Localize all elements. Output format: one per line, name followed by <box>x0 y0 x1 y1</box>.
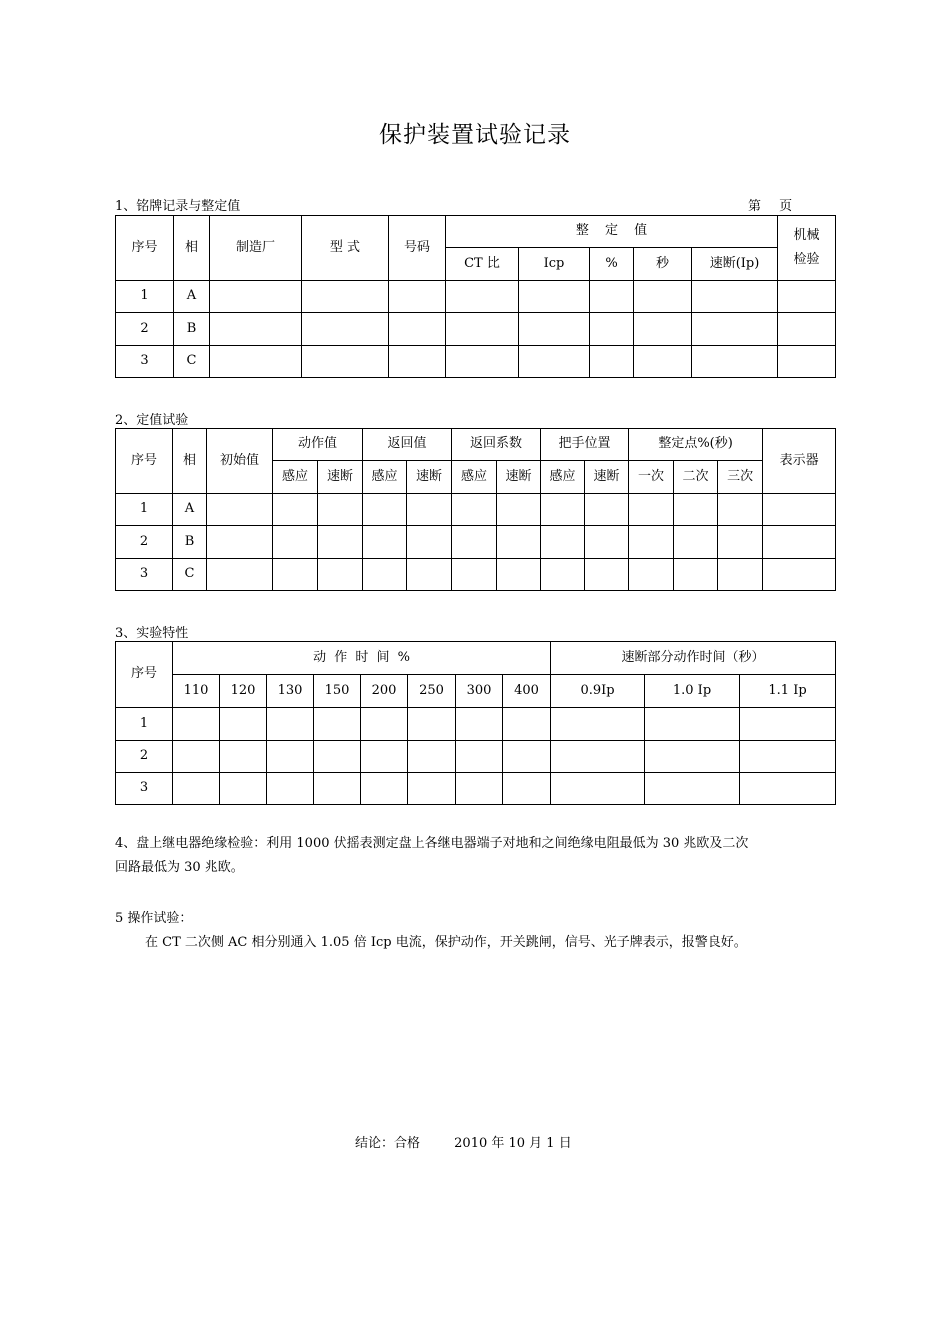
row-phase: C <box>173 559 207 591</box>
cell[interactable] <box>361 708 408 741</box>
row-phase: B <box>174 313 210 346</box>
cell[interactable] <box>314 741 361 773</box>
cell[interactable] <box>273 559 318 591</box>
header-instant-ip: 速断(Ip) <box>692 248 778 281</box>
cell[interactable] <box>273 494 318 526</box>
cell-maker[interactable] <box>210 313 302 346</box>
page-number-marker: 第 页 <box>748 199 793 214</box>
subheader-induction: 感应 <box>541 461 585 494</box>
row-seq: 2 <box>116 741 173 773</box>
cell[interactable] <box>407 526 452 559</box>
header-number: 号码 <box>389 216 446 281</box>
header-instant-time: 速断部分动作时间（秒） <box>551 642 836 675</box>
header-initial: 初始值 <box>207 429 273 494</box>
header-return-value: 返回值 <box>363 429 452 461</box>
subheader-third: 三次 <box>718 461 763 494</box>
cell[interactable] <box>497 526 541 559</box>
cell-seconds[interactable] <box>634 281 692 313</box>
header-setpoint: 整定点%(秒) <box>629 429 763 461</box>
cell[interactable] <box>629 559 674 591</box>
cell[interactable] <box>267 773 314 805</box>
cell[interactable] <box>503 708 551 741</box>
table-row <box>116 559 836 591</box>
percent-150: 150 <box>314 675 361 708</box>
cell[interactable] <box>497 494 541 526</box>
cell[interactable] <box>408 773 456 805</box>
cell-ct-ratio[interactable] <box>446 313 519 346</box>
row-seq: 2 <box>116 526 173 559</box>
cell-indicator[interactable] <box>763 494 836 526</box>
header-action-value: 动作值 <box>273 429 363 461</box>
table-row <box>116 708 836 741</box>
subheader-induction: 感应 <box>452 461 497 494</box>
cell[interactable] <box>267 708 314 741</box>
row-seq: 2 <box>116 313 174 346</box>
insulation-check-paragraph <box>115 832 748 880</box>
cell-icp[interactable] <box>519 281 590 313</box>
header-model: 型 式 <box>302 216 389 281</box>
nameplate-table <box>115 215 836 378</box>
cell[interactable] <box>220 741 267 773</box>
cell[interactable] <box>363 559 407 591</box>
cell[interactable] <box>363 526 407 559</box>
cell-percent[interactable] <box>590 313 634 346</box>
subheader-second: 二次 <box>674 461 718 494</box>
table-row <box>116 281 836 313</box>
cell[interactable] <box>585 559 629 591</box>
cell[interactable] <box>740 773 836 805</box>
header-mechanical-line1: 机械 <box>793 227 820 243</box>
cell[interactable] <box>456 708 503 741</box>
cell-initial[interactable] <box>207 526 273 559</box>
characteristic-table <box>115 641 836 805</box>
cell-model[interactable] <box>302 313 389 346</box>
header-phase: 相 <box>174 216 210 281</box>
cell[interactable] <box>645 773 740 805</box>
cell[interactable] <box>407 559 452 591</box>
cell-ct-ratio[interactable] <box>446 281 519 313</box>
cell[interactable] <box>220 708 267 741</box>
setpoint-test-table <box>115 428 836 591</box>
subheader-instant: 速断 <box>318 461 363 494</box>
percent-200: 200 <box>361 675 408 708</box>
operation-test-text: 在 CT 二次侧 AC 相分别通入 1.05 倍 Icp 电流，保护动作，开关跳闸，信号、光子牌表示，报警良好。 <box>145 935 747 950</box>
cell-mechanical[interactable] <box>778 313 836 346</box>
row-phase: A <box>174 281 210 313</box>
cell-initial[interactable] <box>207 494 273 526</box>
cell[interactable] <box>551 741 645 773</box>
table-row <box>116 741 836 773</box>
row-seq: 3 <box>116 559 173 591</box>
header-icp: Icp <box>519 248 590 281</box>
section5-heading: 5 操作试验： <box>115 911 193 926</box>
cell[interactable] <box>173 741 220 773</box>
cell[interactable] <box>674 494 718 526</box>
section2-heading: 2、定值试验 <box>115 413 189 428</box>
subheader-instant: 速断 <box>407 461 452 494</box>
cell[interactable] <box>361 741 408 773</box>
page-title: 保护装置试验记录 <box>379 122 571 148</box>
header-mechanical-line2: 检验 <box>793 252 820 267</box>
cell[interactable] <box>541 494 585 526</box>
cell-initial[interactable] <box>207 559 273 591</box>
cell-icp[interactable] <box>519 346 590 378</box>
cell[interactable] <box>718 494 763 526</box>
multiple-1.0ip: 1.0 Ip <box>645 675 740 708</box>
cell[interactable] <box>718 559 763 591</box>
header-action-time: 动 作 时 间 % <box>173 642 551 675</box>
conclusion-date: 2010 年 10 月 1 日 <box>454 1136 572 1151</box>
header-return-coefficient: 返回系数 <box>452 429 541 461</box>
header-maker: 制造厂 <box>210 216 302 281</box>
percent-300: 300 <box>456 675 503 708</box>
header-indicator: 表示器 <box>763 429 836 494</box>
cell-icp[interactable] <box>519 313 590 346</box>
cell[interactable] <box>551 708 645 741</box>
header-mechanical-check <box>778 216 836 281</box>
cell[interactable] <box>173 708 220 741</box>
percent-120: 120 <box>220 675 267 708</box>
cell-number[interactable] <box>389 346 446 378</box>
cell[interactable] <box>645 741 740 773</box>
table-row <box>116 346 836 378</box>
cell[interactable] <box>408 741 456 773</box>
cell[interactable] <box>220 773 267 805</box>
row-seq: 3 <box>116 346 174 378</box>
subheader-induction: 感应 <box>363 461 407 494</box>
header-percent: % <box>590 248 634 281</box>
cell-instant[interactable] <box>692 346 778 378</box>
cell-maker[interactable] <box>210 346 302 378</box>
row-seq: 1 <box>116 708 173 741</box>
cell-model[interactable] <box>302 346 389 378</box>
cell[interactable] <box>173 773 220 805</box>
percent-400: 400 <box>503 675 551 708</box>
cell-indicator[interactable] <box>763 559 836 591</box>
cell-indicator[interactable] <box>763 526 836 559</box>
header-seq: 序号 <box>116 642 173 708</box>
subheader-instant: 速断 <box>497 461 541 494</box>
multiple-1.1ip: 1.1 Ip <box>740 675 836 708</box>
cell-percent[interactable] <box>590 281 634 313</box>
cell-instant[interactable] <box>692 281 778 313</box>
percent-250: 250 <box>408 675 456 708</box>
table-row <box>116 526 836 559</box>
row-seq: 3 <box>116 773 173 805</box>
cell-mechanical[interactable] <box>778 281 836 313</box>
cell[interactable] <box>456 741 503 773</box>
subheader-induction: 感应 <box>273 461 318 494</box>
cell-instant[interactable] <box>692 313 778 346</box>
cell-percent[interactable] <box>590 346 634 378</box>
cell[interactable] <box>361 773 408 805</box>
cell[interactable] <box>541 526 585 559</box>
cell[interactable] <box>629 494 674 526</box>
cell[interactable] <box>267 741 314 773</box>
cell-ct-ratio[interactable] <box>446 346 519 378</box>
cell-mechanical[interactable] <box>778 346 836 378</box>
row-phase: C <box>174 346 210 378</box>
cell-seconds[interactable] <box>634 313 692 346</box>
percent-110: 110 <box>173 675 220 708</box>
cell-model[interactable] <box>302 281 389 313</box>
conclusion <box>355 1132 572 1151</box>
cell[interactable] <box>363 494 407 526</box>
cell[interactable] <box>452 559 497 591</box>
cell[interactable] <box>314 708 361 741</box>
cell[interactable] <box>674 526 718 559</box>
insulation-check-line2: 回路最低为 30 兆欧。 <box>115 860 244 875</box>
cell[interactable] <box>718 526 763 559</box>
cell[interactable] <box>629 526 674 559</box>
cell[interactable] <box>541 559 585 591</box>
cell[interactable] <box>273 526 318 559</box>
cell[interactable] <box>585 494 629 526</box>
insulation-check-line1: 4、盘上继电器绝缘检验：利用 1000 伏摇表测定盘上各继电器端子对地和之间绝缘电阻最低为 30 兆欧及二次 <box>115 836 749 851</box>
cell-maker[interactable] <box>210 281 302 313</box>
cell[interactable] <box>551 773 645 805</box>
cell[interactable] <box>318 494 363 526</box>
cell[interactable] <box>645 708 740 741</box>
cell-number[interactable] <box>389 313 446 346</box>
cell[interactable] <box>740 708 836 741</box>
cell[interactable] <box>452 526 497 559</box>
subheader-instant: 速断 <box>585 461 629 494</box>
table-row <box>116 313 836 346</box>
cell[interactable] <box>503 741 551 773</box>
cell[interactable] <box>585 526 629 559</box>
cell[interactable] <box>674 559 718 591</box>
row-seq: 1 <box>116 281 174 313</box>
table-row <box>116 773 836 805</box>
cell[interactable] <box>408 708 456 741</box>
header-seq: 序号 <box>116 216 174 281</box>
cell-seconds[interactable] <box>634 346 692 378</box>
header-seconds: 秒 <box>634 248 692 281</box>
row-seq: 1 <box>116 494 173 526</box>
cell[interactable] <box>497 559 541 591</box>
cell[interactable] <box>318 526 363 559</box>
subheader-first: 一次 <box>629 461 674 494</box>
cell[interactable] <box>503 773 551 805</box>
percent-130: 130 <box>267 675 314 708</box>
cell[interactable] <box>456 773 503 805</box>
conclusion-label: 结论：合格 <box>355 1136 421 1151</box>
cell[interactable] <box>407 494 452 526</box>
header-setting: 整 定 值 <box>446 216 778 248</box>
section1-heading: 1、铭牌记录与整定值 <box>115 199 241 214</box>
multiple-0.9ip: 0.9Ip <box>551 675 645 708</box>
header-handle-position: 把手位置 <box>541 429 629 461</box>
cell[interactable] <box>314 773 361 805</box>
row-phase: B <box>173 526 207 559</box>
row-phase: A <box>173 494 207 526</box>
cell[interactable] <box>740 741 836 773</box>
cell[interactable] <box>452 494 497 526</box>
section3-heading: 3、实验特性 <box>115 626 189 641</box>
table-row <box>116 494 836 526</box>
header-phase: 相 <box>173 429 207 494</box>
header-seq: 序号 <box>116 429 173 494</box>
header-ct-ratio: CT 比 <box>446 248 519 281</box>
cell-number[interactable] <box>389 281 446 313</box>
cell[interactable] <box>318 559 363 591</box>
